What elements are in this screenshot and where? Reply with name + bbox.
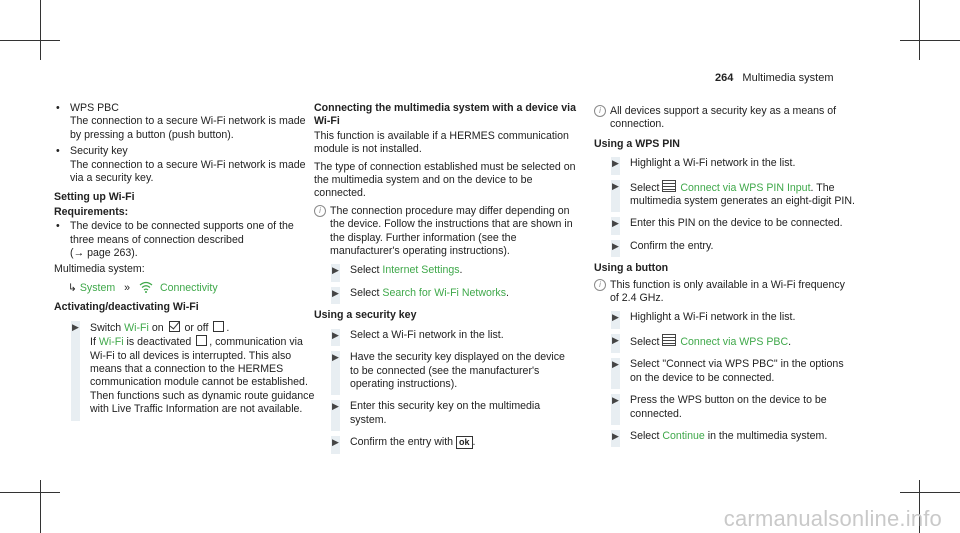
- step-item: ▶ Have the security key displayed on the device to be connected (see the manufacturer's operating instructions).: [314, 351, 576, 391]
- info-note: i This function is only available in a Wi-Fi frequency of 2.4 GHz.: [594, 279, 856, 306]
- step-arrow-icon: ▶: [332, 287, 339, 298]
- info-icon: i: [594, 105, 606, 117]
- security-heading: Using a security key: [314, 309, 417, 322]
- step-arrow-icon: ▶: [612, 312, 619, 323]
- step-item: ▶ Press the WPS button on the device to be connected.: [594, 394, 856, 421]
- step-item: ▶ Select Connect via WPS PIN Input. The multimedia system generates an eight-digit PIN.: [594, 180, 856, 209]
- step-item: ▶ Select Continue in the multimedia system.: [594, 430, 856, 443]
- bullet-text: The connection to a secure Wi-Fi network is made via a security key.: [70, 158, 306, 185]
- page-number: 264: [715, 72, 734, 84]
- bullet-title: WPS PBC: [70, 102, 119, 114]
- crop-mark: [900, 492, 960, 493]
- checkbox-empty-icon: [196, 335, 207, 346]
- step-item: ▶ Select "Connect via WPS PBC" in the options on the device to be connected.: [594, 358, 856, 385]
- requirements-label: Requirements:: [54, 205, 129, 218]
- paragraph: This function is available if a HERMES communication module is not installed.: [314, 129, 569, 156]
- multimedia-label: Multimedia system:: [54, 263, 145, 276]
- step-item: ▶ Enter this PIN on the device to be connected.: [594, 217, 856, 230]
- step-item: ▶ Select Connect via WPS PBC.: [594, 334, 856, 349]
- wps-pin-link[interactable]: Connect via WPS PIN Input: [680, 181, 811, 194]
- crop-mark: [40, 480, 41, 533]
- activating-heading: Activating/deactivating Wi-Fi: [54, 301, 199, 314]
- wps-pbc-link[interactable]: Connect via WPS PBC: [680, 335, 789, 348]
- step-item: ▶ Select Internet Settings.: [314, 264, 576, 277]
- bullet-title: Security key: [70, 145, 128, 158]
- info-note: i All devices support a security key as a means of connection.: [594, 105, 856, 132]
- wifi-icon: [139, 281, 153, 293]
- return-arrow-icon: ↳: [68, 281, 77, 294]
- checkbox-empty-icon: [213, 321, 224, 332]
- crop-mark: [0, 40, 60, 41]
- section-title: Multimedia system: [742, 72, 834, 84]
- step-arrow-icon: ▶: [332, 329, 339, 340]
- step-item: ▶ Highlight a Wi-Fi network in the list.: [594, 157, 856, 170]
- list-item: • WPS PBC The connection to a secure Wi-Fi network is made by pressing a button (push button).: [54, 102, 316, 142]
- page-reference[interactable]: (→ page 263).: [70, 247, 138, 260]
- step-item: ▶ Select a Wi-Fi network in the list.: [314, 329, 576, 342]
- step-arrow-icon: ▶: [332, 265, 339, 276]
- setting-heading: Setting up Wi-Fi: [54, 191, 135, 204]
- wps-pin-heading: Using a WPS PIN: [594, 137, 680, 150]
- crop-mark: [0, 492, 60, 493]
- step-arrow-icon: ▶: [612, 359, 619, 370]
- info-icon: i: [314, 205, 326, 217]
- crop-mark: [919, 0, 920, 60]
- step-arrow-icon: ▶: [612, 218, 619, 229]
- crop-mark: [900, 40, 960, 41]
- list-item: • Security key The connection to a secure Wi-Fi network is made via a security key.: [54, 145, 316, 185]
- info-note: i The connection procedure may differ depending on the device. Follow the instructions that are shown in the display. Further information (see the manufacturer's operating instructions).: [314, 205, 576, 259]
- section-heading: Connecting the multimedia system with a device via Wi-Fi: [314, 102, 576, 128]
- button-heading: Using a button: [594, 262, 669, 275]
- step-arrow-icon: ▶: [332, 401, 339, 412]
- nav-connectivity[interactable]: Connectivity: [159, 281, 218, 294]
- step-item: ▶ Select Search for Wi-Fi Networks.: [314, 287, 576, 300]
- step-item: ▶ Confirm the entry with ok .: [314, 436, 576, 449]
- step-arrow-icon: ▶: [612, 180, 619, 191]
- step-arrow-icon: ▶: [612, 430, 619, 441]
- step-arrow-icon: ▶: [612, 158, 619, 169]
- info-icon: i: [594, 279, 606, 291]
- step-arrow-icon: ▶: [332, 437, 339, 448]
- checkbox-checked-icon: [169, 321, 180, 332]
- wifi-option[interactable]: Wi-Fi: [98, 336, 124, 349]
- step-arrow-icon: ▶: [612, 395, 619, 406]
- paragraph: The type of connection established must be selected on the multimedia system and on the device to be connected.: [314, 160, 576, 200]
- wifi-option[interactable]: Wi-Fi: [124, 321, 149, 334]
- menu-path: [54, 281, 316, 295]
- watermark: carmanualsonline.info: [723, 505, 942, 531]
- step-arrow-icon: ▶: [612, 240, 619, 251]
- menu-icon: [662, 334, 676, 346]
- step-item: ▶ Highlight a Wi-Fi network in the list.: [594, 311, 856, 324]
- column-right: [594, 102, 856, 452]
- list-item: • The device to be connected supports one of the three means of connection described (→ page 263).: [54, 220, 316, 260]
- page-header: [715, 72, 834, 85]
- bullet-text: The connection to a secure Wi-Fi network is made by pressing a button (push button).: [70, 115, 306, 141]
- nav-system[interactable]: System: [79, 281, 116, 294]
- continue-link[interactable]: Continue: [662, 429, 705, 442]
- step-item: ▶ Enter this security key on the multimedia system.: [314, 400, 576, 427]
- ok-button-icon: ok: [456, 436, 473, 449]
- step-item: ▶ Switch Wi-Fi on or off . If Wi-Fi is deactivated , communication via Wi-Fi to all devices is interrupted. This also means that a connection to the HERMES communication module cannot be established. Then functions such as dynamic route guidance with Live Traffic Information are not available.: [54, 321, 316, 417]
- column-left: [54, 102, 316, 426]
- internet-settings-link[interactable]: Internet Settings: [382, 264, 460, 277]
- step-arrow-icon: ▶: [332, 352, 339, 363]
- requirement-text: The device to be connected supports one of the three means of connection described: [70, 220, 294, 246]
- search-networks-link[interactable]: Search for Wi-Fi Networks: [382, 286, 507, 299]
- double-chevron-icon: »: [124, 281, 131, 294]
- menu-icon: [662, 180, 676, 192]
- step-arrow-icon: ▶: [612, 334, 619, 345]
- crop-mark: [40, 0, 41, 60]
- step-item: ▶ Confirm the entry.: [594, 240, 856, 253]
- step-arrow-icon: ▶: [72, 321, 79, 332]
- column-middle: [314, 102, 576, 459]
